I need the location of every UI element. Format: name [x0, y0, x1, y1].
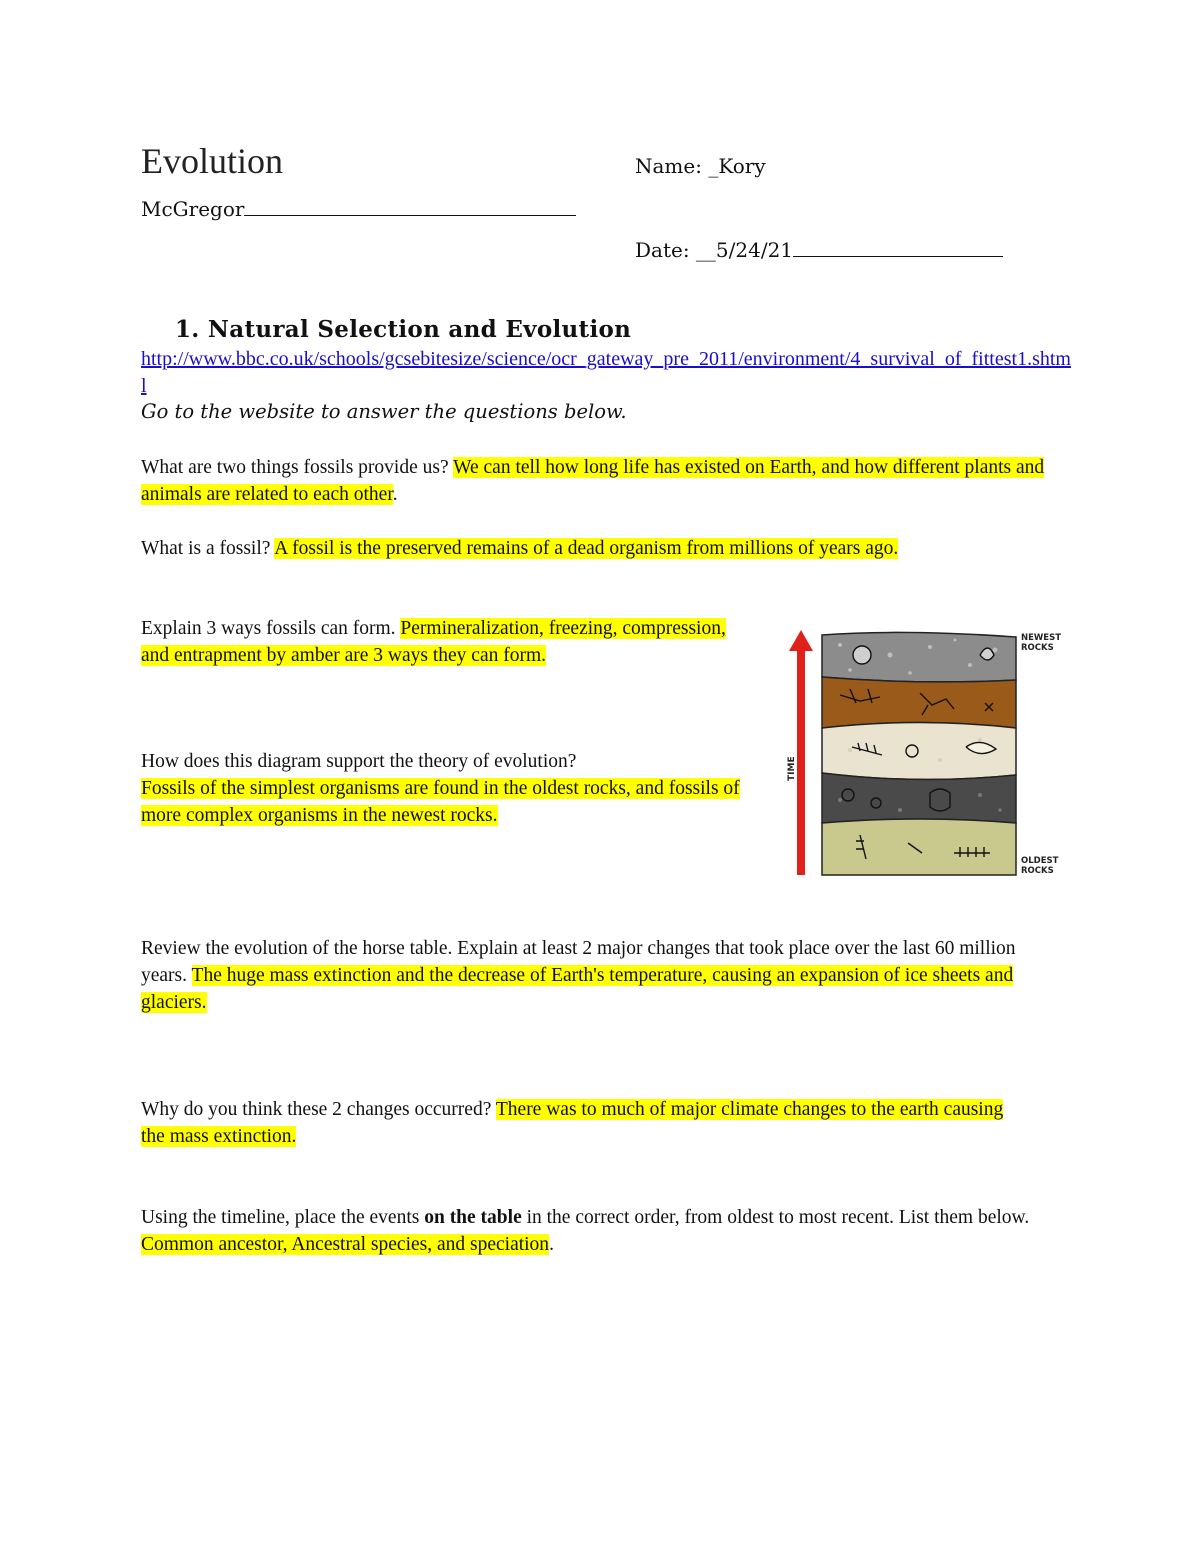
question-5-text: Review the evolution of the horse table. Explain at least 2 major changes that took place over the last 60 million years. [141, 938, 1016, 986]
answer-6-text: There was to much of major climate changes to the earth causing the mass extinction. [141, 1099, 1004, 1147]
question-3-text: Explain 3 ways fossils can form. [141, 618, 401, 639]
answer-3-text: Permineralization, freezing, compression, and entrapment by amber are 3 ways they can form. [141, 618, 726, 666]
question-7-text-start: Using the timeline, place the events [141, 1207, 425, 1228]
question-7-bold: on the table [424, 1207, 522, 1228]
date-label: Date: __5/24/21 [635, 238, 794, 262]
question-6 [141, 1096, 1021, 1150]
question-4-text: How does this diagram support the theory of evolution? [141, 751, 577, 772]
question-3 [141, 615, 741, 669]
question-7 [141, 1204, 1061, 1258]
question-1-text: What are two things fossils provide us? [141, 457, 454, 478]
question-1 [141, 454, 1061, 508]
oldest-label-line-1: OLDEST [1021, 856, 1059, 866]
teacher-underline [244, 197, 576, 216]
skull-fossil [853, 646, 871, 664]
question-6-text: Why do you think these 2 changes occurred? [141, 1099, 496, 1120]
answer-4-text: Fossils of the simplest organisms are found in the oldest rocks, and fossils of more complex organisms in the newest rocks. [141, 778, 740, 826]
question-2 [141, 535, 1061, 562]
fossil-layers-diagram [780, 625, 1070, 885]
layer-oldest [822, 819, 1016, 875]
answer-5-text: The huge mass extinction and the decrease of Earth's temperature, causing an expansion of ice sheets and glaciers. [141, 965, 1014, 1013]
question-2-text: What is a fossil? [141, 538, 275, 559]
instruction-text: Go to the website to answer the questions below. [141, 400, 627, 423]
newest-label-line-2: ROCKS [1021, 643, 1054, 653]
answer-2-text: A fossil is the preserved remains of a dead organism from millions of years ago. [274, 538, 899, 559]
teacher-name: McGregor [141, 197, 245, 221]
answer-1-tail: . [392, 484, 398, 505]
layer-brown [822, 677, 1016, 728]
name-field [635, 154, 766, 178]
document-title: Evolution [141, 141, 283, 181]
teacher-field [141, 197, 576, 221]
layer-dark [822, 773, 1016, 823]
bbc-link[interactable]: http://www.bbc.co.uk/schools/gcsebitesize/science/ocr_gateway_pre_2011/environment/4_survival_of_fittest1.shtml [141, 348, 1071, 397]
section-heading: 1. Natural Selection and Evolution [175, 316, 632, 343]
date-field [635, 238, 1003, 262]
newest-label-line-1: NEWEST [1021, 633, 1062, 643]
time-arrow-shaft [797, 645, 805, 875]
question-5 [141, 935, 1061, 1016]
name-label: Name: _Kory [635, 154, 766, 178]
answer-7-tail: . [549, 1234, 554, 1255]
time-arrow-head [789, 630, 813, 651]
date-underline [793, 238, 1003, 257]
question-7-text-end: in the correct order, from oldest to most recent. List them below. [521, 1207, 1030, 1228]
question-4 [141, 748, 766, 829]
answer-7-text: Common ancestor, Ancestral species, and speciation [141, 1234, 550, 1255]
oldest-label-line-2: ROCKS [1021, 866, 1054, 876]
time-axis-label: TIME [787, 756, 797, 781]
answer-1-text: We can tell how long life has existed on Earth, and how different plants and animals are related to each other [141, 457, 1045, 505]
